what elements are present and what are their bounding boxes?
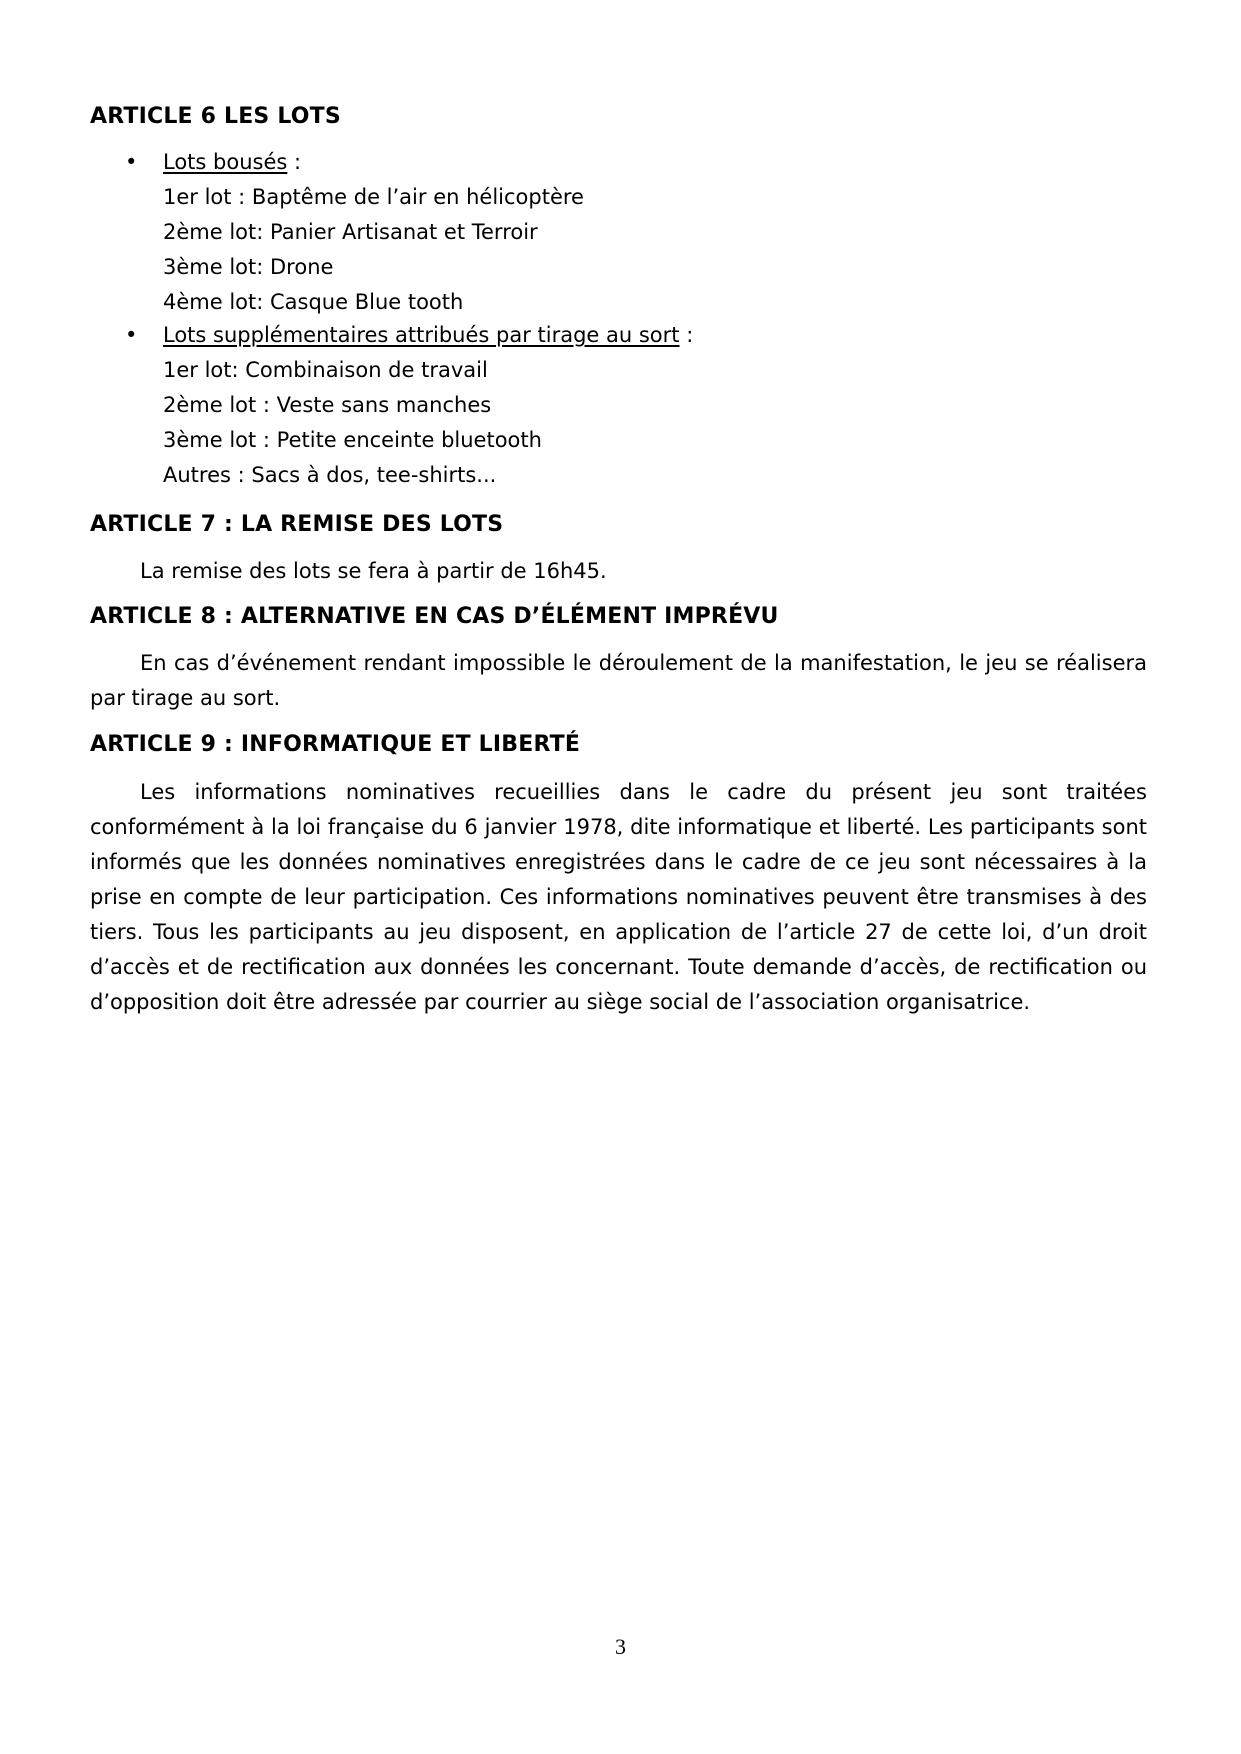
prize-group-main-header <box>90 145 511 180</box>
prize-item: 3ème lot: Drone <box>163 255 334 279</box>
article-6-heading: ARTICLE 6 LES LOTS <box>90 104 341 129</box>
prize-item: 2ème lot: Panier Artisanat et Terroir <box>163 220 538 244</box>
label-colon: : <box>679 323 694 347</box>
page-number: 3 <box>615 1634 626 1659</box>
label-colon: : <box>287 150 302 174</box>
bullet-icon: • <box>125 323 138 347</box>
bullet-icon: • <box>125 150 138 174</box>
prize-item: Autres : Sacs à dos, tee-shirts... <box>163 463 497 487</box>
prize-item: 4ème lot: Casque Blue tooth <box>163 290 464 314</box>
prize-item: 1er lot : Baptême de l’air en hélicoptère <box>163 185 584 209</box>
prize-item: 1er lot: Combinaison de travail <box>163 358 488 382</box>
article-8-text: En cas d’événement rendant impossible le déroulement de la manifestation, le jeu se réalisera par tirage au sort. <box>90 651 1147 710</box>
prize-group-extra-header <box>90 318 694 353</box>
article-7-text: La remise des lots se fera à partir de 16h45. <box>140 559 607 583</box>
article-8-heading: ARTICLE 8 : ALTERNATIVE EN CAS D’ÉLÉMENT IMPRÉVU <box>90 604 779 629</box>
article-9-text: Les informations nominatives recueillies dans le cadre du présent jeu sont traitées conformément à la loi française du 6 janvier 1978, dite informatique et liberté. Les participants sont informés que les données nominatives enregistrées dans le cadre de ce jeu sont nécessaires à la prise en compte de leur participation. Ces informations nominatives peuvent être transmises à des tiers. Tous les participants au jeu disposent, en application de l’article 27 de cette loi, d’un droit d’accès et de rectification aux données les concernant. Toute demande d’accès, de rectification ou d’opposition doit être adressée par courrier au siège social de l’association organisatrice. <box>90 780 1147 1014</box>
prize-group-main <box>90 145 584 320</box>
prize-group-extra <box>90 318 694 493</box>
article-7-heading: ARTICLE 7 : LA REMISE DES LOTS <box>90 512 504 537</box>
article-9-heading: ARTICLE 9 : INFORMATIQUE ET LIBERTÉ <box>90 732 581 757</box>
prize-group-extra-label: Lots supplémentaires attribués par tirage au sort <box>163 323 680 347</box>
prize-group-main-label: Lots bousés <box>163 150 288 174</box>
prize-item: 3ème lot : Petite enceinte bluetooth <box>163 428 542 452</box>
prize-item: 2ème lot : Veste sans manches <box>163 393 492 417</box>
